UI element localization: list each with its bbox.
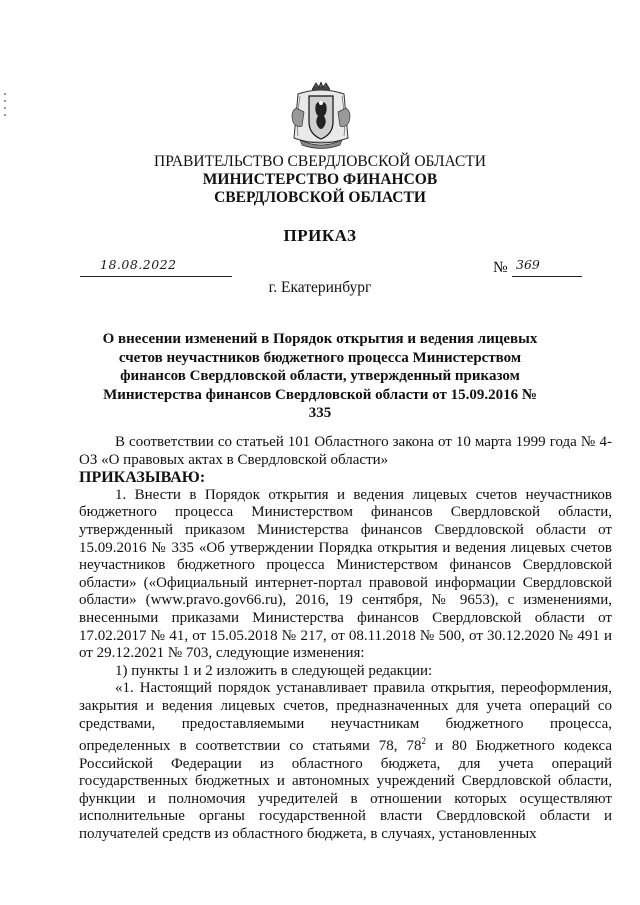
government-name: ПРАВИТЕЛЬСТВО СВЕРДЛОВСКОЙ ОБЛАСТИ	[154, 153, 486, 170]
margin-scan-marks	[4, 88, 10, 128]
order-date-field	[80, 258, 232, 277]
order-city: г. Екатеринбург	[268, 279, 372, 296]
order-title: ПРИКАЗ	[283, 226, 357, 245]
coat-of-arms-emblem	[288, 82, 354, 152]
order-number-label: №	[493, 259, 508, 276]
order-body	[79, 434, 612, 844]
ministry-name-line2: СВЕРДЛОВСКОЙ ОБЛАСТИ	[214, 189, 426, 206]
quoted-paragraph	[79, 680, 612, 843]
item-1-subitem-1: 1) пункты 1 и 2 изложить в следующей редакции:	[115, 662, 433, 679]
preamble-paragraph: В соответствии со статьей 101 Областного закона от 10 марта 1999 года № 4-ОЗ «О правовых актах в Свердловской области»	[79, 434, 612, 468]
order-number: 369	[516, 257, 540, 272]
order-directive: ПРИКАЗЫВАЮ:	[79, 469, 206, 487]
ministry-name-line1: МИНИСТЕРСТВО ФИНАНСОВ	[202, 171, 438, 188]
item-1-paragraph: 1. Внести в Порядок открытия и ведения лицевых счетов неучастников бюджетного процесса Министерством финансов Свердловской области, утвержденный приказом Министерства финансов Свердловской области от 15.09.2016 № 335 «Об утверждении Порядка открытия и ведения лицевых счетов неучастников бюджетного процесса Министерством финансов Свердловской области» («Официальный интернет-портал правовой информации Свердловской области» (www.pravo.gov66.ru), 2016, 19 сентября, № 9653), с изменениями, внесенными приказами Министерства финансов Свердловской области от 17.02.2017 № 41, от 15.05.2018 № 217, от 08.11.2018 № 500, от 30.12.2020 № 491 и от 29.12.2021 № 703, следующие изменения:	[79, 486, 612, 662]
order-number-field	[512, 258, 582, 277]
quoted-superscript: 2	[421, 736, 426, 747]
quoted-text-part-a: «1. Настоящий порядок устанавливает правила открытия, переоформления, закрытия и ведения лицевых счетов, предназначенных для учета операций со средствами, предоставляемыми неучастникам бюджетного процесса, определенных в соответствии со статьями 78, 78	[79, 680, 612, 755]
order-subject: О внесении изменений в Порядок открытия и ведения лицевых счетов неучастников бюджетного процесса Министерством финансов Свердловской области, утвержденный приказом Министерства финансов Свердловской области от 15.09.2016 № 335	[102, 331, 538, 421]
order-date: 18.08.2022	[100, 257, 177, 272]
quoted-text-part-b: и 80 Бюджетного кодекса Российской Федерации из областного бюджета, для учета операций государственных бюджетных и автономных учреждений Свердловской области, функции и полномочия учредителей в отношении которых осуществляют исполнительные органы государственной власти Свердловской области и получателей средств из областного бюджета, в случаях, установленных	[79, 738, 613, 843]
